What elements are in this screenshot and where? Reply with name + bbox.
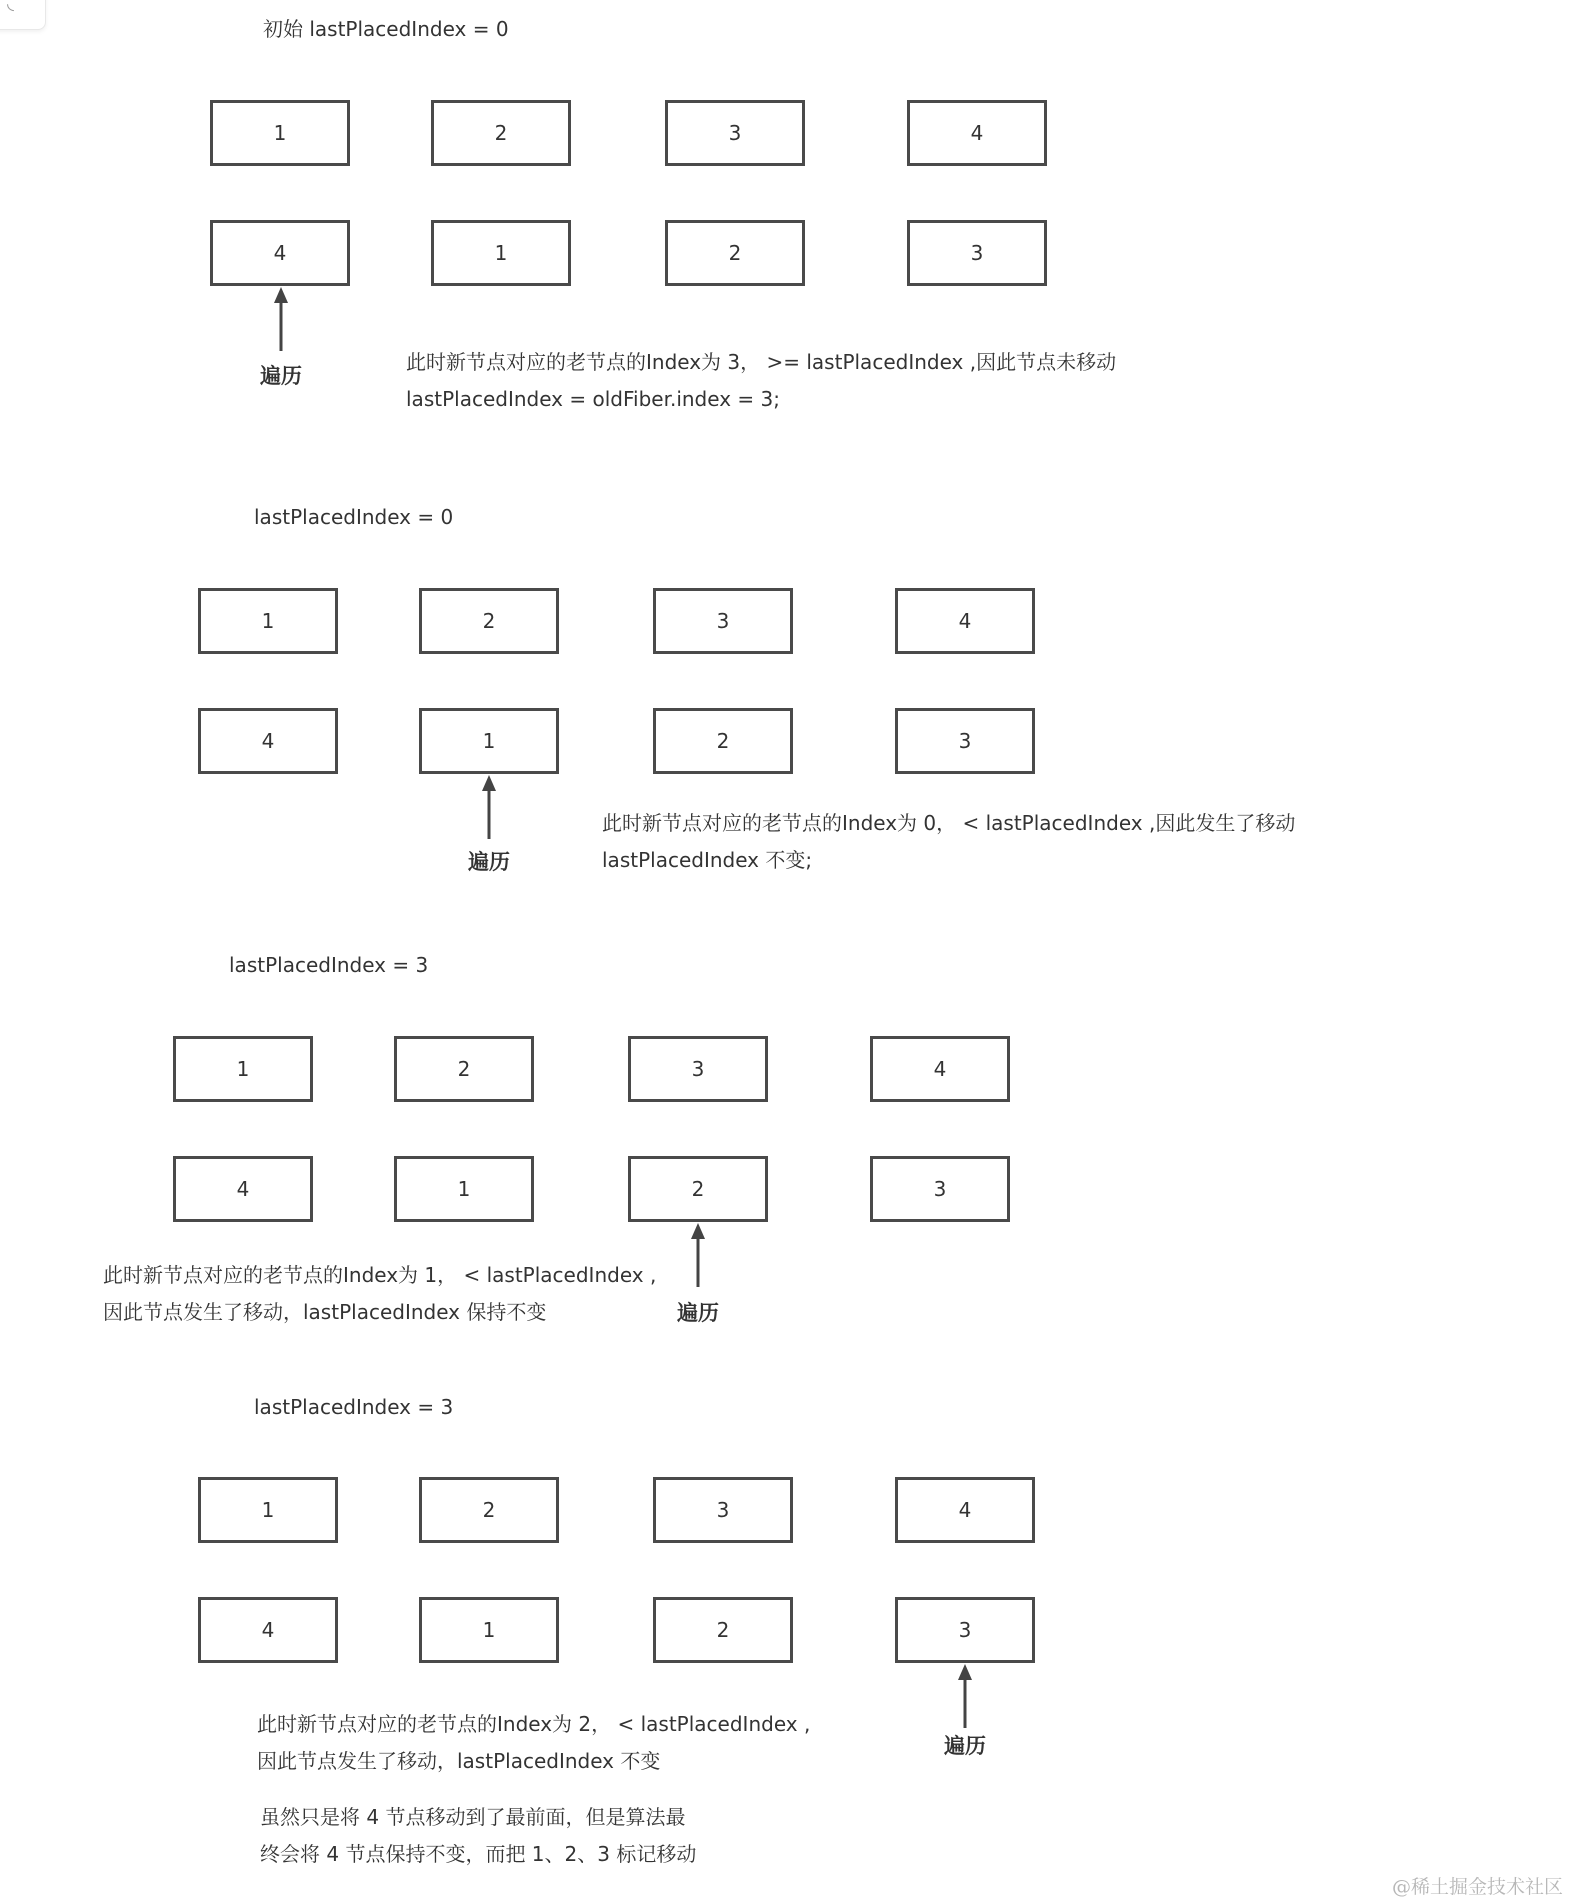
s2-old-node-3: 3 (653, 588, 793, 654)
s2-new-node-2: 1 (419, 708, 559, 774)
s4-note-line-2: 因此节点发生了移动，lastPlacedIndex 不变 (257, 1749, 661, 1773)
summary-line-1: 虽然只是将 4 节点移动到了最前面，但是算法最 (260, 1805, 686, 1829)
s1-note-line-1: 此时新节点对应的老节点的Index为 3， >= lastPlacedIndex ,因此节点未移动 (406, 350, 1117, 374)
s3-pointer-arrow (685, 1223, 711, 1287)
s4-new-node-2: 1 (419, 1597, 559, 1663)
s4-old-node-3: 3 (653, 1477, 793, 1543)
s4-new-node-4: 3 (895, 1597, 1035, 1663)
section-2-title: lastPlacedIndex = 0 (254, 505, 454, 529)
s4-new-node-3: 2 (653, 1597, 793, 1663)
s1-new-node-3: 2 (665, 220, 805, 286)
s3-new-node-3: 2 (628, 1156, 768, 1222)
section-4-title: lastPlacedIndex = 3 (254, 1395, 454, 1419)
corner-partial-icon: ◟ (0, 0, 46, 30)
s3-old-node-1: 1 (173, 1036, 313, 1102)
summary-line-2: 终会将 4 节点保持不变，而把 1、2、3 标记移动 (260, 1842, 697, 1866)
section-1-title: 初始 lastPlacedIndex = 0 (263, 17, 509, 41)
s2-note-line-1: 此时新节点对应的老节点的Index为 0， < lastPlacedIndex ,因此发生了移动 (602, 811, 1296, 835)
s4-note-line-1: 此时新节点对应的老节点的Index为 2， < lastPlacedIndex , (257, 1712, 811, 1736)
s1-new-node-2: 1 (431, 220, 571, 286)
s4-pointer-arrow (952, 1664, 978, 1728)
s3-new-node-4: 3 (870, 1156, 1010, 1222)
s1-pointer-arrow (268, 287, 294, 351)
s2-old-node-4: 4 (895, 588, 1035, 654)
s1-new-node-4: 3 (907, 220, 1047, 286)
s2-pointer-arrow (476, 775, 502, 839)
s3-note-line-1: 此时新节点对应的老节点的Index为 1， < lastPlacedIndex , (103, 1263, 657, 1287)
s2-old-node-1: 1 (198, 588, 338, 654)
s2-pointer-label: 遍历 (468, 850, 510, 874)
s2-old-node-2: 2 (419, 588, 559, 654)
s3-new-node-2: 1 (394, 1156, 534, 1222)
s1-pointer-label: 遍历 (260, 364, 302, 388)
s1-old-node-1: 1 (210, 100, 350, 166)
s4-pointer-label: 遍历 (944, 1734, 986, 1758)
s1-new-node-1: 4 (210, 220, 350, 286)
s2-new-node-3: 2 (653, 708, 793, 774)
s3-pointer-label: 遍历 (677, 1301, 719, 1325)
s4-old-node-2: 2 (419, 1477, 559, 1543)
s4-new-node-1: 4 (198, 1597, 338, 1663)
s1-old-node-2: 2 (431, 100, 571, 166)
s3-old-node-3: 3 (628, 1036, 768, 1102)
s2-note-line-2: lastPlacedIndex 不变; (602, 848, 813, 872)
watermark: @稀土掘金技术社区 (1391, 1876, 1563, 1898)
s3-old-node-2: 2 (394, 1036, 534, 1102)
section-3-title: lastPlacedIndex = 3 (229, 953, 429, 977)
s1-old-node-3: 3 (665, 100, 805, 166)
s3-new-node-1: 4 (173, 1156, 313, 1222)
s4-old-node-4: 4 (895, 1477, 1035, 1543)
s3-note-line-2: 因此节点发生了移动，lastPlacedIndex 保持不变 (103, 1300, 547, 1324)
s2-new-node-4: 3 (895, 708, 1035, 774)
s2-new-node-1: 4 (198, 708, 338, 774)
s3-old-node-4: 4 (870, 1036, 1010, 1102)
s1-note-line-2: lastPlacedIndex = oldFiber.index = 3; (406, 387, 780, 411)
s4-old-node-1: 1 (198, 1477, 338, 1543)
s1-old-node-4: 4 (907, 100, 1047, 166)
